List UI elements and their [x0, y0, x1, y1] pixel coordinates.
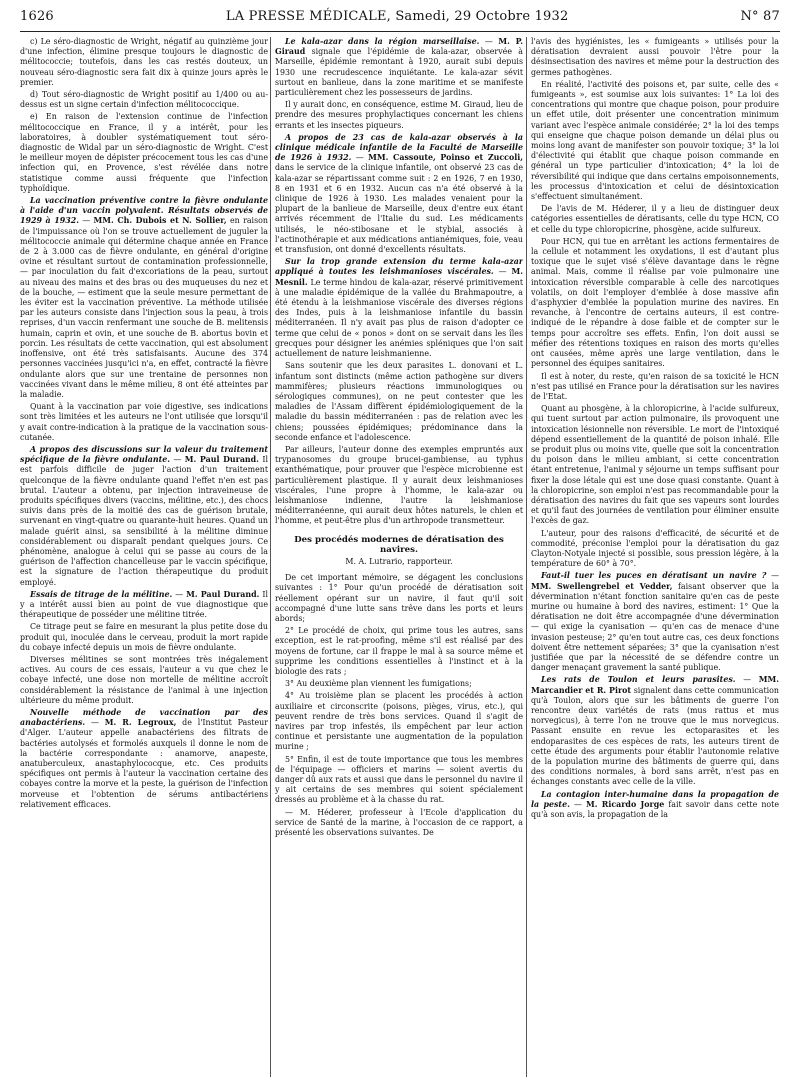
paragraph	[275, 691, 523, 752]
column-divider	[526, 37, 527, 1077]
article-paragraph: A propos de 23 cas de kala-azar observés à la clinique médicale infantile de la Faculté de Marseille de 1926 à 1932. — MM. Cassoute, Poinso et Zuccoli, dans le service de la clinique infantile, ont observé 23 cas de kala-azar se répartissant comme suit : 2 en 1926, 7 en 1930, 8 en 1931 et 6 en 1932. Aucun cas n'a été observé à la clinique de 1926 à 1930. Les malades venaient pour la plupart de la banlieue de Marseille, deux d'entre eux étant arrivés récemment de l'Italie du sud. Les médicaments utilisés, le néo-stibosane et le stybial, associés à l'actinothérapie et aux médications antianémiques, foie, veau et transfusion, ont donné d'excellents résultats.	[275, 132, 523, 255]
paragraph	[531, 237, 779, 370]
paragraph-text: Ce titrage peut se faire en mesurant la plus petite dose du produit qui, inoculée dans le cerveau, produit la mort rapide du cobaye infecté depuis un mois de fièvre ondulante.	[20, 622, 268, 652]
paragraph-text: signale que l'épidémie de kala-azar, observée à Marseille, épidémie remontant à 1920, aurait subi depuis 1930 une recrudescence inquiétante. Le kala-azar sévit surtout en banlieue, dans la zone maritime et se manifeste particulièrement chez les possesseurs de jardins.	[275, 47, 523, 98]
paragraph	[531, 529, 779, 570]
paragraph-text: 3° Au deuxième plan viennent les fumigations;	[285, 679, 472, 689]
paragraph-text: — M. Héderer, professeur à l'Ecole d'application du service de Santé de la marine, à l'occasion de ce rapport, a présenté les observations suivantes. De	[275, 807, 523, 838]
article-paragraph: La contagion inter-humaine dans la propagation de la peste. — M. Ricardo Jorge fait savoir dans cette note qu'à son avis, la propagation de la	[531, 789, 779, 820]
paragraph-text: Il est parfois difficile de juger l'action d'un traitement quelconque de la fièvre ondulante quand l'effet n'en est pas brutal. L'auteur a obtenu, par injection intraveineuse de produits spécifiques divers (vaccins, mélitine, etc.), des chocs suivis dans près de la moitié des cas de guérison brutale, survenant en vingt-quatre ou quarante-huit heures. Quand un malade guérit ainsi, sa sensibilité à la mélitine diminue considérablement ou disparaît pendant quelques jours. Ce phénomène, analogue à celui qui se passe au cours de la guérison de l'affection chancelleuse par le vaccin spécifique, est la signature de l'action thérapeutique du produit employé.	[20, 455, 268, 587]
paragraph-text: Quant au phosgène, à la chloropicrine, à l'acide sulfureux, qui tuent surtout par action pulmonaire, ils provoquent une intoxication lésionnelle non réversible. Le mort de l'intoxiqué dépend essentiellement de la quantité de poison inhalé. Elle se produit plus ou moins vite, quelle que soit la concentration du poison dans le milieu ambiant, si cette concentration étant entretenue, l'animal y séjourne un temps suffisant pour fixer la dose létale qui est une dose quasi constante. Quant à la chloropicrine, son emploi n'est pas recommandable pour la dératisation des navires du fait que ses vapeurs sont lourdes et qu'il faut des journées de ventilation pour éliminer ensuite l'excès de gaz.	[531, 404, 779, 526]
article-heading: Le kala-azar dans la région marseillaise.	[285, 37, 480, 46]
article-author: MM. Ch. Dubois et N. Sollier,	[93, 216, 227, 226]
paragraph	[275, 573, 523, 624]
paragraph	[20, 622, 268, 653]
paragraph	[275, 361, 523, 443]
article-author: M. Paul Durand.	[184, 455, 259, 465]
article-heading: Nouvelle méthode de vaccination par des anabactériens.	[20, 708, 268, 728]
journal-title: LA PRESSE MÉDICALE, Samedi, 29 Octobre 1932	[225, 9, 569, 24]
paragraph-text: Le terme hindou de kala-azar, réservé primitivement à une maladie épidémique de la vallée du Brahmapoutre, a été étendu à la leishmaniose viscérale des diverses régions des Indes, puis à la leishmaniose infantile du bassin méditerranéen. Il n'y avait pas plus de raison d'adopter ce terme que celui de « ponos » dont on se servait dans les îles grecques pour désigner les anémies spléniques que l'on sait actuellement de nature leishmanienne.	[275, 277, 523, 359]
issue-number: N° 87	[740, 9, 780, 24]
paragraph-text: Sans soutenir que les deux parasites L. donovani et L. infantum sont distincts (même action pathogène sur divers mammifères; plusieurs réactions immunologiques ou sérologiques communes), on ne peut contester que les maladies de l'Assam diffèrent épidémiologiquement de la maladie du bassin méditerranéen : pas de relation avec les chiens; poussées épidémiques; prédominance dans la seconde enfance et l'adolescence.	[275, 361, 523, 442]
column-left	[20, 37, 268, 1077]
paragraph-text: L'auteur, pour des raisons d'efficacité, de sécurité et de commodité, préconise l'emploi pour la dératisation du gaz Clayton-Notyale injecté si possible, sous pression légère, à la température de 60° à 70°.	[531, 528, 779, 569]
paragraph-text: 2° Le procédé de choix, qui prime tous les autres, sans exception, est le rat-proofing, même s'il est réalisé par des moyens de fortune, car il frappe le mal à sa source même et supprime les conditions essentielles à l'instinct et à la biologie des rats ;	[275, 626, 523, 676]
paragraph	[275, 679, 523, 689]
article-paragraph: Essais de titrage de la mélitine. — M. Paul Durand. Il y a intérêt aussi bien au point de vue diagnostique que thérapeutique de posséder une mélitine titrée.	[20, 589, 268, 620]
article-heading: Les rats de Toulon et leurs parasites.	[541, 675, 736, 685]
column-divider	[270, 37, 271, 1077]
paragraph-text: Diverses mélitines se sont montrées très inégalement actives. Au cours de ces essais, l'auteur a vu que chez le cobaye infecté, une dose non mortelle de mélitine accroît considérablement la résistance de l'animal à une injection ultérieure du même produit.	[20, 654, 268, 705]
article-author: M. Mesnil.	[275, 267, 523, 287]
paragraph-text: En réalité, l'activité des poisons et, par suite, celle des « fumigeants », est soumise aux lois suivantes: 1° La loi des concentrations qui montre que chaque poison, pour produire un effet utile, doit présenter une concentration minimum variant avec l'espèce animale considérée; 2° la loi des temps qui enseigne que chaque poison demande un délai plus ou moins long avant de manifester son pouvoir toxique; 3° la loi d'électivité qui établit que chaque poison commande en général un type particulier d'intoxication; 4° la loi de réversibilité qui indique que dans certains empoisonnements, les processus d'intoxication et celui de désintoxication s'effectuent simultanément.	[531, 79, 779, 202]
page-number: 1626	[20, 9, 54, 24]
paragraph-text: 5° Enfin, il est de toute importance que tous les membres de l'équipage — officiers et marins — soient avertis du danger dû aux rats et aussi que dans le personnel du navire il y ait certains de ses membres qui soient spécialement dressés au problème et à la chasse du rat.	[275, 754, 523, 805]
article-author: MM. Cassoute, Poinso et Zuccoli,	[368, 153, 523, 163]
page-header	[20, 9, 780, 29]
paragraph-text: Quant à la vaccination par voie digestive, ses indications sont très limitées et les auteurs ne l'ont utilisée que lorsqu'il y avait contre-indication à la pratique de la vaccination sous-cutanée.	[20, 402, 268, 442]
article-paragraph: A propos des discussions sur la valeur du traitement spécifique de la fièvre ondulante. — M. Paul Durand. Il est parfois difficile de juger l'action d'un traitement quelconque de la fièvre ondulante quand l'effet n'en est pas brutal. L'auteur a obtenu, par injection intraveineuse de produits spécifiques divers (vaccins, mélitine, etc.), des chocs suivis dans près de la moitié des cas de guérison brutale, survenant en vingt-quatre ou quarante-huit heures. Quand un malade guérit ainsi, sa sensibilité à la mélitine diminue considérablement ou disparaît pendant quelques jours. Ce phénomène, analogue à celui qui se passe au cours de la guérison de l'affection chancelleuse par le vaccin spécifique, est la signature de l'action thérapeutique du produit employé.	[20, 444, 268, 587]
paragraph-text: fait savoir dans cette note qu'à son avis, la propagation de la	[531, 799, 779, 820]
paragraph-text: c) Le séro-diagnostic de Wright, négatif au quinzième jour d'une infection, élimine presque toujours le diagnostic de mélitococcie; toutefois, dans les cas restés douteux, un nouveau séro-diagnostic sera fait dix à quinze jours après le premier.	[20, 37, 268, 87]
article-heading: Sur la trop grande extension du terme kala-azar appliqué à toutes les leishmanioses viscérales.	[275, 257, 523, 277]
article-author: M. Paul Durand.	[186, 589, 260, 599]
article-paragraph: Nouvelle méthode de vaccination par des anabactériens. — M. R. Legroux, de l'Institut Pasteur d'Alger. L'auteur appelle anabactériens des filtrats de bactéries autolysés et formolés auxquels il donne le nom de la bactérie correspondante : anamorve, anapeste, anatuberculeux, anastaphylococque, etc. Ces produits spécifiques ont permis à l'auteur la vaccination certaine des cobayes contre la morve et la peste, la guérison de l'infection morveuse et l'obtention de sérums antibactériens relativement efficaces.	[20, 708, 268, 809]
paragraph	[531, 204, 779, 235]
paragraph	[275, 445, 523, 527]
column-right	[531, 37, 779, 1077]
paragraph-text: e) En raison de l'extension continue de l'infection mélitococcique en France, il y a intérêt, pour les laboratoires, à doubler systématiquement tout séro-diagnostic de Widal par un séro-diagnostic de Wright. C'est le meilleur moyen de dépister précocement tous les cas d'une infection qui, en Provence, s'est révélée dans notre statistique comme aussi fréquente que l'infection typhoïdique.	[20, 112, 268, 193]
paragraph	[531, 404, 779, 526]
article-author: M. R. Legroux,	[104, 718, 177, 728]
paragraph	[20, 112, 268, 194]
paragraph-text: De l'avis de M. Héderer, il y a lieu de distinguer deux catégories essentielles de dératisants, celle du type HCN, CO et celle du type chloropicrine, phosgène, acide sulfureux.	[531, 204, 779, 234]
paragraph-text: en raison de l'impuissance où l'on se trouve actuellement de juguler la mélitococcie animale qui détermine chaque année en France de 2 à 3.000 cas de fièvre ondulante, en général d'origine ovine et résultant surtout de contamination professionnelle, — par inoculation du fait d'excoriations de la peau, surtout au niveau des mains et des bras ou des muqueuses du nez et de la bouche, — estiment que la seule mesure permettant de les éviter est la vaccination préventive. La méthode utilisée par les auteurs consiste dans l'injection sous la peau, à trois reprises, d'un vaccin renfermant une souche de B. melitensis humain, caprin et ovin, et une souche de B. abortus bovin et porcin. Les résultats de cette vaccination, qui est absolument inoffensive, ont été très satisfaisants. Aucune des 374 personnes vaccinées jusqu'ici n'a, en effet, contracté la fièvre ondulante alors que sur une trentaine de personnes non vaccinées vivant dans le même milieu, 8 ont été atteintes par la maladie.	[20, 216, 268, 399]
column-middle	[275, 37, 523, 1077]
paragraph	[531, 80, 779, 202]
paragraph-text: De cet important mémoire, se dégagent les conclusions suivantes : 1° Pour qu'un procédé de dératisation soit réellement opérant sur un navire, il faut qu'il soit accompagné d'une lutte sans trêve dans les ports et leurs abords;	[275, 573, 523, 623]
article-heading: La vaccination préventive contre la fièvre ondulante à l'aide d'un vaccin polyvalent. Résultats observés de 1929 à 1932.	[20, 196, 268, 226]
article-author: MM. Swellengrebel et Vedder,	[531, 581, 673, 591]
paragraph-text: dans le service de la clinique infantile, ont observé 23 cas de kala-azar se répartissant comme suit : 2 en 1926, 7 en 1930, 8 en 1931 et 6 en 1932. Aucun cas n'a été observé à la clinique de 1926 à 1930. Les malades venaient pour la plupart de la banlieue de Marseille, deux d'entre eux étant arrivés récemment de l'Italie du sud. Les médicaments utilisés, le néo-stibosane et le stybial, associés à l'actinothérapie et aux médications antianémiques, foie, veau et transfusion, ont donné d'excellents résultats.	[275, 163, 523, 255]
paragraph	[20, 402, 268, 443]
paragraph	[275, 808, 523, 839]
section-title: Des procédés modernes de dératisation des navires.	[294, 534, 504, 555]
article-paragraph: Faut-il tuer les puces en dératisant un navire ? — MM. Swellengrebel et Vedder, faisant observer que la dévermination n'étant fonction sanitaire qu'en cas de peste murine ou humaine à bord des navires, estiment: 1° Que la dératisation ne doit être accompagnée d'une dévermination — qui exige la cyanisation — qu'en cas de menace d'une invasion pesteuse; 2° qu'en tout autre cas, ces deux fonctions doivent être nettement séparées; 3° que la cyanisation n'est justifiée que par la nécessité de se défendre contre un danger menaçant gravement la santé publique.	[531, 571, 779, 673]
paragraph	[20, 90, 268, 110]
section-rapporteur: M. A. Lutrario, rapporteur.	[345, 556, 453, 566]
paragraph-text: 4° Au troisième plan se placent les procédés à action auxiliaire et circonscrite (poisons, pièges, virus, etc.), qui peuvent rendre de très bons services. Quand il s'agit de navires par trop infestés, ils empêchent par leur action continue et persistante une augmentation de la population murine ;	[275, 691, 523, 752]
article-author: M. P. Giraud	[275, 37, 523, 57]
article-paragraph: Les rats de Toulon et leurs parasites. — MM. Marcandier et R. Pirot signalent dans cette communication qu'à Toulon, alors que sur les bâtiments de guerre l'on rencontre deux variétés de rats (mus rattus et mus norvegicus), à terre l'on ne trouve que le mus norvegicus. Passant ensuite en revue les ectoparasites et les endoparasites de ces espèces de rats, les auteurs tirent de cette étude des arguments pour établir l'autonomie relative de la population murine des bâtiments de guerre qui, dans des conditions normales, à bord sans arrêt, n'est pas en échanges constants avec celle de la ville.	[531, 675, 779, 787]
article-paragraph: Le kala-azar dans la région marseillaise. — M. P. Giraud signale que l'épidémie de kala-azar, observée à Marseille, épidémie remontant à 1920, aurait subi depuis 1930 une recrudescence inquiétante. Le kala-azar sévit surtout en banlieue, dans la zone maritime et se manifeste particulièrement chez les possesseurs de jardins.	[275, 37, 523, 98]
header-rule	[20, 31, 780, 32]
paragraph	[275, 100, 523, 131]
paragraph	[531, 37, 779, 78]
paragraph	[20, 37, 268, 88]
paragraph-text: signalent dans cette communication qu'à Toulon, alors que sur les bâtiments de guerre l'on rencontre deux variétés de rats (mus rattus et mus norvegicus), à terre l'on ne trouve que le mus norvegicus. Passant ensuite en revue les ectoparasites et les endoparasites de ces espèces de rats, les auteurs tirent de cette étude des arguments pour établir l'autonomie relative de la population murine des bâtiments de guerre qui, dans des conditions normales, à bord sans arrêt, n'est pas en échanges constants avec celle de la ville.	[531, 685, 779, 787]
article-paragraph: La vaccination préventive contre la fièvre ondulante à l'aide d'un vaccin polyvalent. Résultats observés de 1929 à 1932. — MM. Ch. Dubois et N. Sollier, en raison de l'impuissance où l'on se trouve actuellement de juguler la mélitococcie animale qui détermine chaque année en France de 2 à 3.000 cas de fièvre ondulante, en général d'origine ovine et résultant surtout de contamination professionnelle, — par inoculation du fait d'excoriations de la peau, surtout au niveau des mains et des bras ou des muqueuses du nez et de la bouche, — estiment que la seule mesure permettant de les éviter est la vaccination préventive. La méthode utilisée par les auteurs consiste dans l'injection sous la peau, à trois reprises, d'un vaccin renfermant une souche de B. melitensis humain, caprin et ovin, et une souche de B. abortus bovin et porcin. Les résultats de cette vaccination, qui est absolument inoffensive, ont été très satisfaisants. Aucune des 374 personnes vaccinées jusqu'ici n'a, en effet, contracté la fièvre ondulante alors que sur une trentaine de personnes non vaccinées vivant dans le même milieu, 8 ont été atteintes par la maladie.	[20, 196, 268, 399]
paragraph-text: l'avis des hygiénistes, les « fumigeants » utilisés pour la dératisation devraient aussi pouvoir l'être pour la désinsectisation des navires et même pour la destruction des germes pathogènes.	[531, 37, 779, 77]
paragraph-text: Il y aurait donc, en conséquence, estime M. Giraud, lieu de prendre des mesures prophylactiques concernant les chiens errants et les insectes piqueurs.	[275, 100, 523, 130]
article-heading: Faut-il tuer les puces en dératisant un navire ?	[541, 571, 767, 581]
paragraph	[531, 372, 779, 403]
paragraph	[275, 755, 523, 806]
article-paragraph: Sur la trop grande extension du terme kala-azar appliqué à toutes les leishmanioses viscérales. — M. Mesnil. Le terme hindou de kala-azar, réservé primitivement à une maladie épidémique de la vallée du Brahmapoutre, a été étendu à la leishmaniose viscérale des diverses régions des Indes, puis à la leishmaniose infantile du bassin méditerranéen. Il n'y avait pas plus de raison d'adopter ce terme que celui de « ponos » dont on se servait dans les îles grecques pour désigner les anémies spléniques que l'on sait actuellement de nature leishmanienne.	[275, 257, 523, 359]
paragraph	[20, 655, 268, 706]
paragraph-text: faisant observer que la dévermination n'étant fonction sanitaire qu'en cas de peste murine ou humaine à bord des navires, estiment: 1° Que la dératisation ne doit être accompagnée d'une dévermination — qui exige la cyanisation — qu'en cas de menace d'une invasion pesteuse; 2° qu'en tout autre cas, ces deux fonctions doivent être nettement séparées; 3° que la cyanisation n'est justifiée que par la nécessité de se défendre contre un danger menaçant gravement la santé publique.	[531, 581, 779, 673]
paragraph-text: Il est à noter, du reste, qu'en raison de sa toxicité le HCN n'est pas utilisé en France pour la dératisation sur les navires de l'Etat.	[531, 371, 779, 401]
article-heading: Essais de titrage de la mélitine.	[30, 589, 173, 599]
paragraph-text: d) Tout séro-diagnostic de Wright positif au 1/400 ou au-dessus est un signe certain d'infection mélitococcique.	[20, 90, 268, 110]
article-heading: La contagion inter-humaine dans la propagation de la peste.	[531, 789, 779, 809]
article-heading: A propos des discussions sur la valeur du traitement spécifique de la fièvre ondulante.	[20, 444, 268, 465]
paragraph-text: Il y a intérêt aussi bien au point de vue diagnostique que thérapeutique de posséder une mélitine titrée.	[20, 589, 268, 620]
paragraph-text: Pour HCN, qui tue en arrêtant les actions fermentaires de la cellule et notamment les oxydations, il est d'autant plus toxique que le sujet visé s'élève davantage dans le règne animal. Mais, comme il réalise par voie pulmonaire une intoxication réversible comparable à celle des narcotiques volatils, on doit l'employer d'emblée à dose massive afin d'asphyxier d'emblée la population murine des navires. En revanche, à l'encontre de certains auteurs, il est contre-indiqué de le répandre à dose faible et de compter sur le temps pour accroître ses effets. Enfin, l'on doit aussi se méfier des rétentions toxiques en raison des morts qu'elles ont causées, même après une large ventilation, dans le personnel des équipes sanitaires.	[531, 236, 779, 369]
paragraph	[275, 626, 523, 677]
paragraph-text: de l'Institut Pasteur d'Alger. L'auteur appelle anabactériens des filtrats de bactéries autolysés et formolés auxquels il donne le nom de la bactérie correspondante : anamorve, anapeste, anatuberculeux, anastaphylococque, etc. Ces produits spécifiques ont permis à l'auteur la vaccination certaine des cobayes contre la morve et la peste, la guérison de l'infection morveuse et l'obtention de sérums antibactériens relativement efficaces.	[20, 718, 268, 809]
article-heading: A propos de 23 cas de kala-azar observés à la clinique médicale infantile de la Faculté de Marseille de 1926 à 1932.	[275, 132, 523, 163]
article-author: MM. Marcandier et R. Pirot	[531, 675, 779, 695]
article-author: M. Ricardo Jorge	[585, 799, 665, 809]
paragraph-text: Par ailleurs, l'auteur donne des exemples empruntés aux trypanosomes du groupe brucei-gambiense, au typhus exanthématique, pour prouver que l'espèce microbienne est particulièrement plastique. Il y aurait deux leishmanioses viscérales, l'une propre à l'homme, le kala-azar ou leishmaniose indienne, l'autre la leishmaniose méditerranéenne, qui aurait deux hôtes naturels, le chien et l'homme, et peut-être plus d'un arthropode transmetteur.	[275, 444, 523, 526]
